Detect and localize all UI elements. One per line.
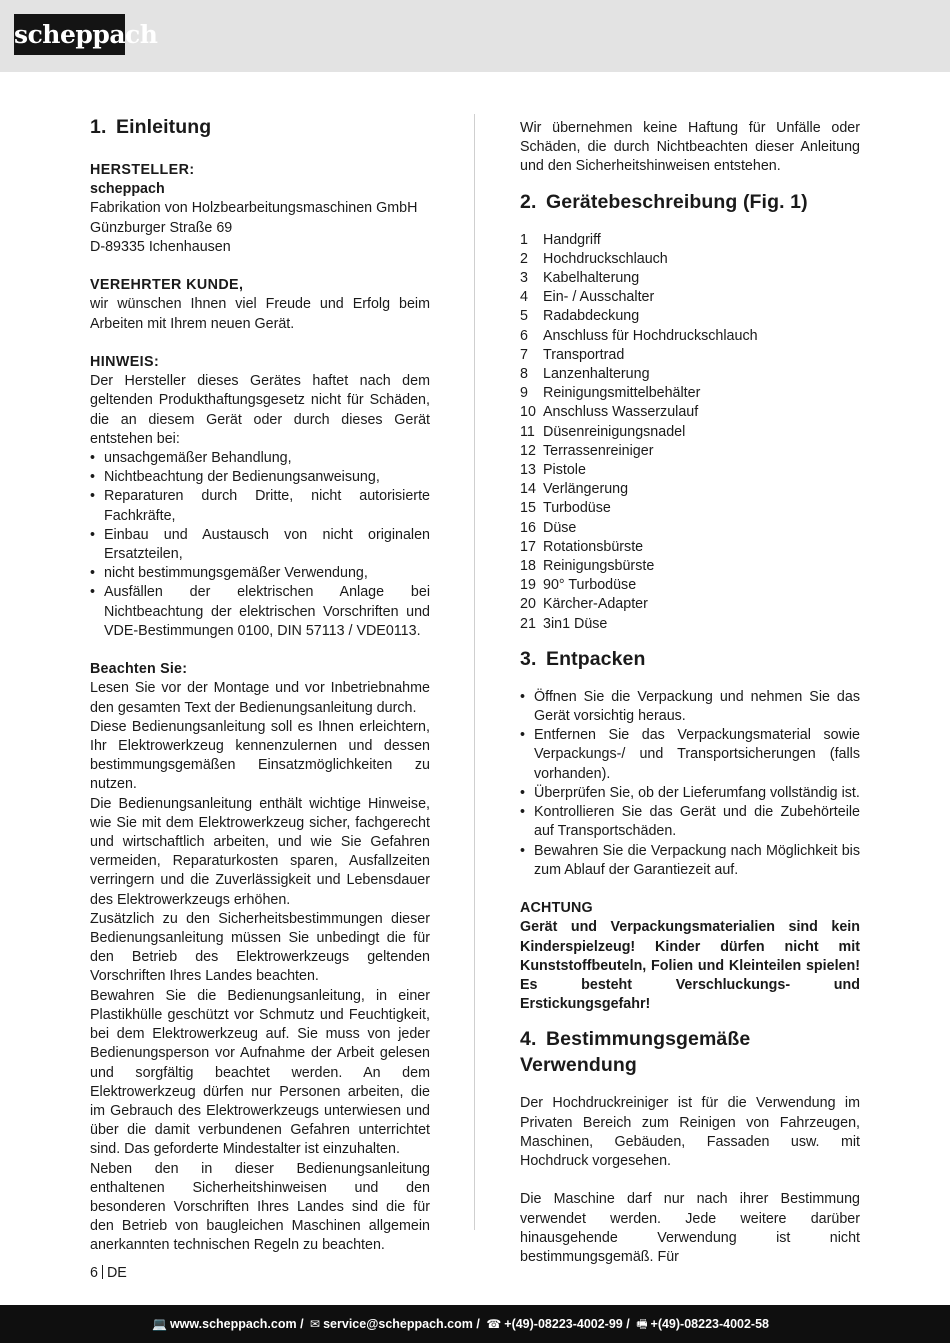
observe-paragraph: Diese Bedienungsanleitung soll es Ihnen erleichtern, Ihr Elektrowerkzeug kennenzulernen und dessen bestimmungsgemäßen Einsatzmöglichkeiten zu nutzen.: [90, 718, 430, 793]
phone-icon: ☎: [486, 1317, 502, 1331]
use-text: Der Hochdruckreiniger ist für die Verwendung im Privaten Bereich zum Reinigen von Fahrzeugen, Maschinen, Gebäuden, Fassaden usw. mit Hochdruck vorgesehen.: [520, 1095, 860, 1169]
footer-web: www.scheppach.com /: [169, 1317, 304, 1331]
liability-text: Wir übernehmen keine Haftung für Unfälle oder Schäden, die durch Nichtbeachten dieser Anleitung und den Sicherheitshinweisen entstehen.: [520, 120, 860, 175]
list-item: • Nichtbeachtung der Bedienungsanweisung,: [90, 468, 430, 487]
list-item: 18 Reinigungsbürste: [520, 558, 655, 575]
manufacturer-address: [90, 180, 430, 257]
list-item: 5 Radabdeckung: [520, 308, 640, 325]
page-number: 6 DE: [90, 1265, 127, 1281]
scheppach-logo: scheppach: [14, 14, 125, 55]
list-item: 13 Pistole: [520, 462, 586, 479]
observe-paragraph: Zusätzlich zu den Sicherheitsbestimmungen dieser Bedienungsanleitung müssen Sie unbedingt die für den Betrieb des Elektrowerkzeugs geltenden Vorschriften Ihres Landes beachten.: [90, 910, 430, 985]
list-item: 2 Hochdruckschlauch: [520, 250, 668, 267]
column-divider: [474, 114, 475, 1230]
address-line: Fabrikation von Holzbearbeitungsmaschinen GmbH: [90, 200, 418, 217]
list-item: • nicht bestimmungsgemäßer Verwendung,: [90, 564, 430, 583]
list-item: • Bewahren Sie die Verpackung nach Möglichkeit bis zum Ablauf der Garantiezeit auf.: [520, 842, 860, 880]
note-list: [90, 449, 430, 641]
page-header: [0, 0, 950, 72]
address-line: D-89335 Ichenhausen: [90, 238, 231, 255]
list-item: 1 Handgriff: [520, 231, 601, 248]
customer-text: wir wünschen Ihnen viel Freude und Erfolg beim Arbeiten mit Ihrem neuen Gerät.: [90, 296, 430, 332]
list-item: • Reparaturen durch Dritte, nicht autorisierte Fachkräfte,: [90, 487, 430, 525]
list-item: 14 Verlängerung: [520, 481, 629, 498]
footer-phone: +(49)-08223-4002-99 /: [504, 1317, 630, 1331]
right-column: [520, 119, 860, 1267]
list-item: • Entfernen Sie das Verpackungsmaterial sowie Verpackungs-/ und Transportsicherungen (falls vorhanden).: [520, 726, 860, 784]
observe-paragraph: Neben den in dieser Bedienungsanleitung enthaltenen Sicherheitshinweisen und den besonderen Vorschriften Ihres Landes sind die für den Betrieb von baugleichen Maschinen allgemein anerkannten technischen Regeln zu beachten.: [90, 1160, 430, 1254]
attention-label: ACHTUNG: [520, 900, 593, 917]
page-footer: [0, 1305, 950, 1343]
list-item: 21 3in1 Düse: [520, 615, 608, 632]
mail-icon: ✉: [310, 1317, 321, 1331]
list-item: 8 Lanzenhalterung: [520, 366, 650, 383]
list-item: 6 Anschluss für Hochdruckschlauch: [520, 327, 758, 344]
observe-paragraph: Die Bedienungsanleitung enthält wichtige Hinweise, wie Sie mit dem Elektrowerkzeug sicher, fachgerecht und wirtschaftlich arbeiten, und wie Sie Gefahren vermeiden, Reparaturkosten sparen, Ausfallzeiten verringern und die Zuverlässigkeit und Lebensdauer des Elektrowerkzeugs erhöhen.: [90, 795, 430, 908]
list-item: • Öffnen Sie die Verpackung und nehmen Sie das Gerät vorsichtig heraus.: [520, 688, 860, 726]
list-item: • Überprüfen Sie, ob der Lieferumfang vollständig ist.: [520, 784, 860, 803]
computer-icon: 💻: [152, 1317, 167, 1331]
section-heading-verwendung: 4. Bestimmungsgemäße Verwendung: [520, 1028, 751, 1077]
observe-label: Beachten Sie:: [90, 661, 188, 678]
use-text: Die Maschine darf nur nach ihrer Bestimmung verwendet werden. Jede weitere darüber hinausgehende Verwendung ist nicht bestimmungsgemäß. Für: [520, 1191, 860, 1265]
list-item: 15 Turbodüse: [520, 500, 611, 517]
list-item: • unsachgemäßer Behandlung,: [90, 449, 430, 468]
customer-label: VEREHRTER KUNDE,: [90, 277, 244, 294]
left-column: [90, 114, 430, 1256]
list-item: 17 Rotationsbürste: [520, 538, 644, 555]
address-line: Günzburger Straße 69: [90, 219, 233, 236]
section-heading-entpacken: 3. Entpacken: [520, 647, 646, 670]
note-label: HINWEIS:: [90, 354, 160, 370]
list-item: 20 Kärcher-Adapter: [520, 596, 648, 613]
parts-list: [520, 231, 860, 634]
unpack-list: [520, 688, 860, 880]
footer-mail: service@scheppach.com /: [323, 1317, 480, 1331]
list-item: 9 Reinigungsmittelbehälter: [520, 385, 701, 402]
manufacturer-name: scheppach: [90, 181, 165, 198]
attention-text: Gerät und Verpackungsmaterialien sind kein Kinderspielzeug! Kinder dürfen nicht mit Kunststoffbeuteln, Folien und Kleinteilen spielen! Es besteht Verschluckungs- und Erstickungsgefahr!: [520, 919, 860, 1013]
section-heading-geraetebeschreibung: 2. Gerätebeschreibung (Fig. 1): [520, 190, 808, 213]
list-item: 12 Terrassenreiniger: [520, 442, 654, 459]
fax-icon: 🖷: [636, 1317, 648, 1331]
footer-fax: +(49)-08223-4002-58: [650, 1317, 770, 1331]
list-item: • Einbau und Austausch von nicht originalen Ersatzteilen,: [90, 526, 430, 564]
list-item: 10 Anschluss Wasserzulauf: [520, 404, 699, 421]
note-text: Der Hersteller dieses Gerätes haftet nach dem geltenden Produkthaftungsgesetz nicht für Schäden, die an diesem Gerät oder durch dieses Gerät entstehen bei:: [90, 373, 430, 447]
list-item: 19 90° Turbodüse: [520, 577, 637, 594]
observe-paragraph: Lesen Sie vor der Montage und vor Inbetriebnahme den gesamten Text der Bedienungsanleitung durch.: [90, 680, 430, 716]
section-heading-einleitung: 1. Einleitung: [90, 116, 212, 138]
list-item: 4 Ein- / Ausschalter: [520, 289, 655, 306]
manufacturer-label: HERSTELLER:: [90, 162, 195, 178]
list-item: 3 Kabelhalterung: [520, 270, 640, 287]
list-item: 11 Düsenreinigungsnadel: [520, 423, 686, 440]
observe-paragraph: Bewahren Sie die Bedienungsanleitung, in einer Plastikhülle geschützt vor Schmutz und Feuchtigkeit, bei dem Elektrowerkzeug auf. Sie muss von jeder Bedienungsperson vor Aufnahme der Arbeit gelesen und sorgfältig beachtet werden. An dem Elektrowerkzeug dürfen nur Personen arbeiten, die im Gebrauch des Elektrowerkzeugs unterwiesen und über die damit verbundenen Gefahren unterrichtet sind. Das geforderte Mindestalter ist einzuhalten.: [90, 987, 430, 1158]
list-item: 16 Düse: [520, 519, 577, 536]
list-item: • Kontrollieren Sie das Gerät und die Zubehörteile auf Transportschäden.: [520, 803, 860, 841]
list-item: • Ausfällen der elektrischen Anlage bei Nichtbeachtung der elektrischen Vorschriften und VDE-Bestimmungen 0100, DIN 57113 / VDE0113.: [90, 583, 430, 641]
list-item: 7 Transportrad: [520, 346, 625, 363]
